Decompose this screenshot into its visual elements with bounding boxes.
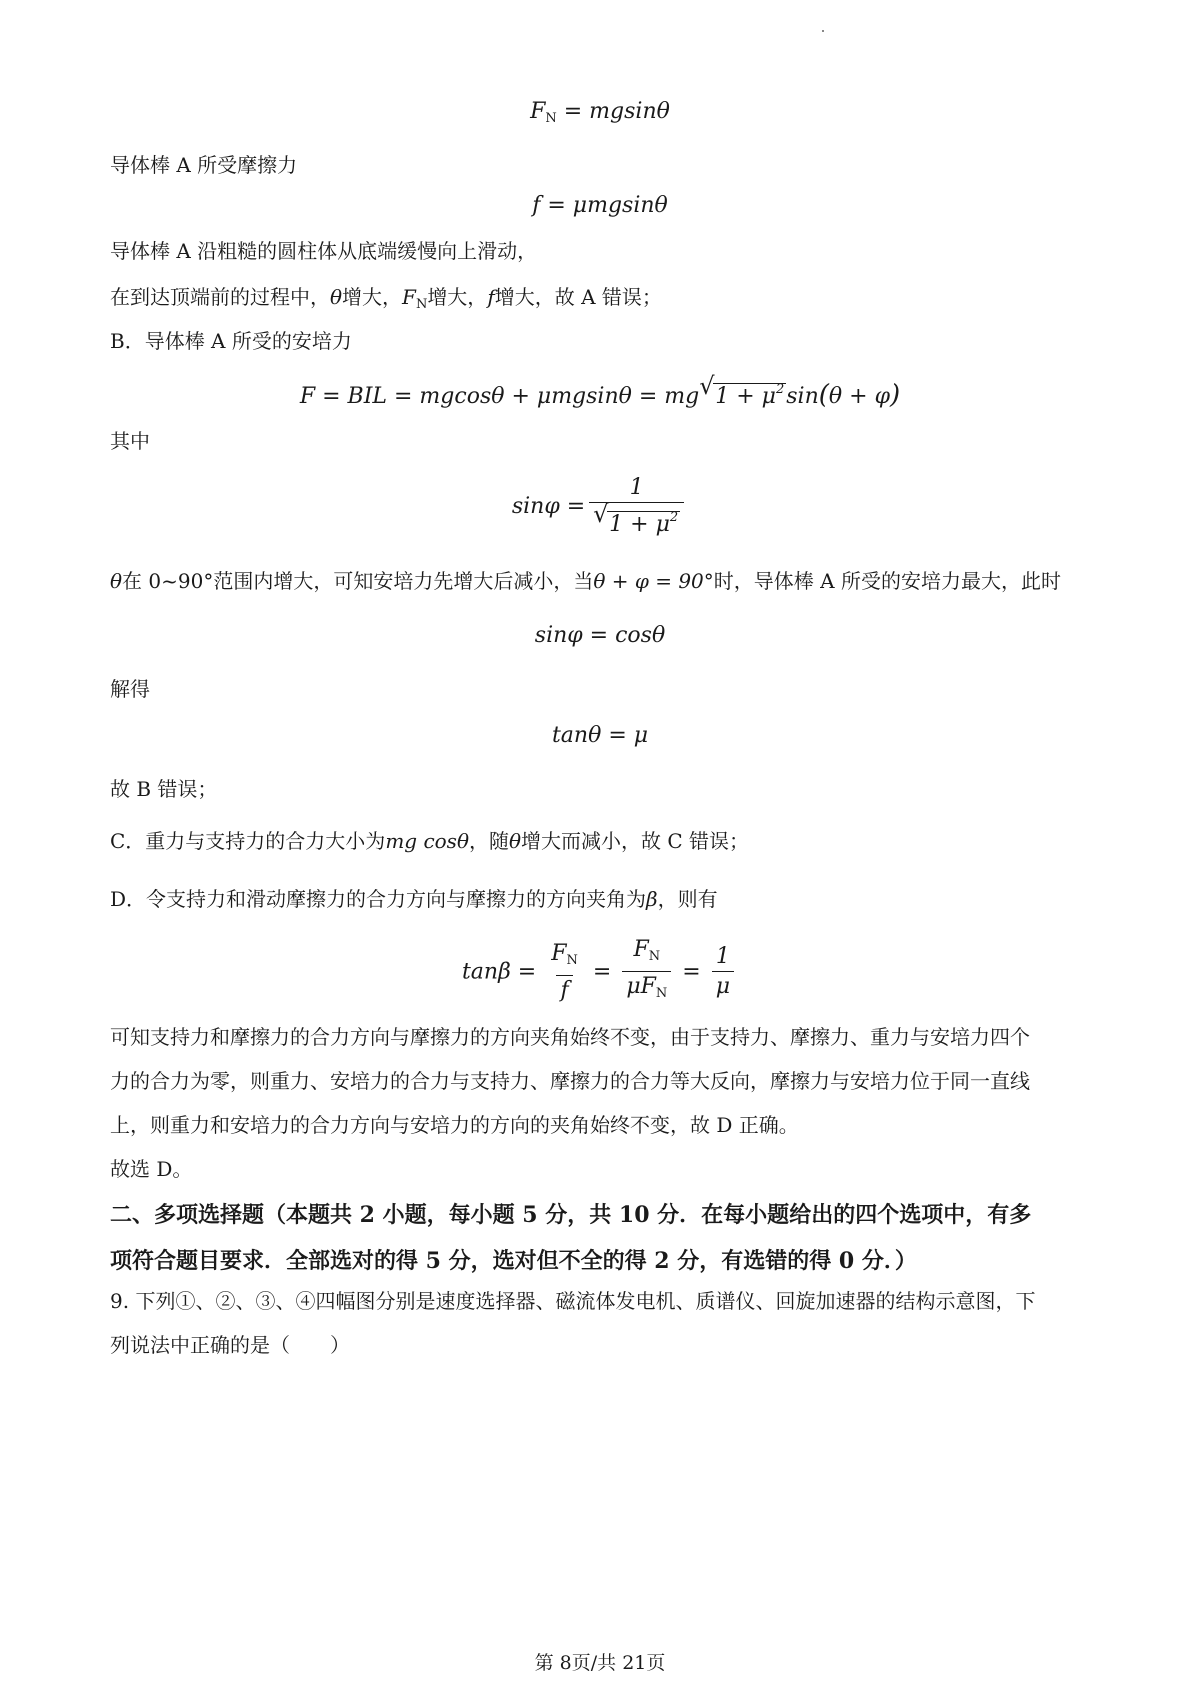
section-heading-line-1: 二、多项选择题（本题共 2 小题，每小题 5 分，共 10 分．在每小题给出的四个选项中，有多 [110,1202,1032,1228]
question-9-line-2: 列说法中正确的是（ ） [110,1333,350,1357]
text-option-a-conclusion: 在到达顶端前的过程中，θ增大，$F_N$增大，f增大，故 A 错误； [110,285,662,312]
equation-sin-cos: sinφ = cosθ [534,623,666,648]
text-answer: 故选 D。 [110,1157,193,1181]
equation-tan-beta: tanβ = $\frac{F_N}{f}$ = $\frac{F_N}{\mu F_N}$ = $\frac{1}{\mu}$ [0,936,1200,1009]
text-friction-label: 导体棒 A 所受摩擦力 [110,153,298,177]
text-conclusion-line-3: 上，则重力和安培力的合力方向与安培力的方向的夹角始终不变，故 D 正确。 [110,1113,799,1137]
text-option-c: C．重力与支持力的合力大小为mg cosθ，随θ增大而减小，故 C 错误； [110,829,750,853]
question-9-line-1: 9. 下列①、②、③、④四幅图分别是速度选择器、磁流体发电机、质谱仪、回旋加速器的结构示意图，下 [110,1289,1036,1313]
text-option-b-conclusion: 故 B 错误； [110,777,218,801]
equation-normal-force: $F_N = mgsin\theta$ [530,99,670,126]
equation-ampere-force: F = BIL = mgcosθ + μmgsinθ = mg √ $1 + \mu^2\sin(\theta + \varphi)$ [299,372,901,410]
text-conclusion-line-1: 可知支持力和摩擦力的合力方向与摩擦力的方向夹角始终不变，由于支持力、摩擦力、重力与安培力四个 [110,1025,1030,1049]
equation-tan-theta: tanθ = μ [551,723,649,748]
text-option-b: B．导体棒 A 所受的安培力 [110,329,352,353]
text-option-d: D．令支持力和滑动摩擦力的合力方向与摩擦力的方向夹角为β，则有 [110,887,718,911]
text-max-condition: θ在 0~90°范围内增大，可知安培力先增大后减小，当θ + φ = 90°时，导体棒 A 所受的安培力最大，此时 [110,569,1061,593]
section-heading-line-2: 项符合题目要求．全部选对的得 5 分，选对但不全的得 2 分，有选错的得 0 分．） [110,1248,917,1274]
page-footer: 第 8页/共 21页 [534,1652,666,1674]
scan-dot [822,30,824,32]
equation-sin-phi: sinφ = 1 √ $1 + \mu^2$ [0,474,1200,540]
text-sliding: 导体棒 A 沿粗糙的圆柱体从底端缓慢向上滑动， [110,239,538,263]
equation-friction: f = μmgsinθ [532,193,668,218]
text-solve: 解得 [110,677,150,701]
text-conclusion-line-2: 力的合力为零，则重力、安培力的合力与支持力、摩擦力的合力等大反向，摩擦力与安培力位于同一直线 [110,1069,1030,1093]
text-where: 其中 [110,429,150,453]
